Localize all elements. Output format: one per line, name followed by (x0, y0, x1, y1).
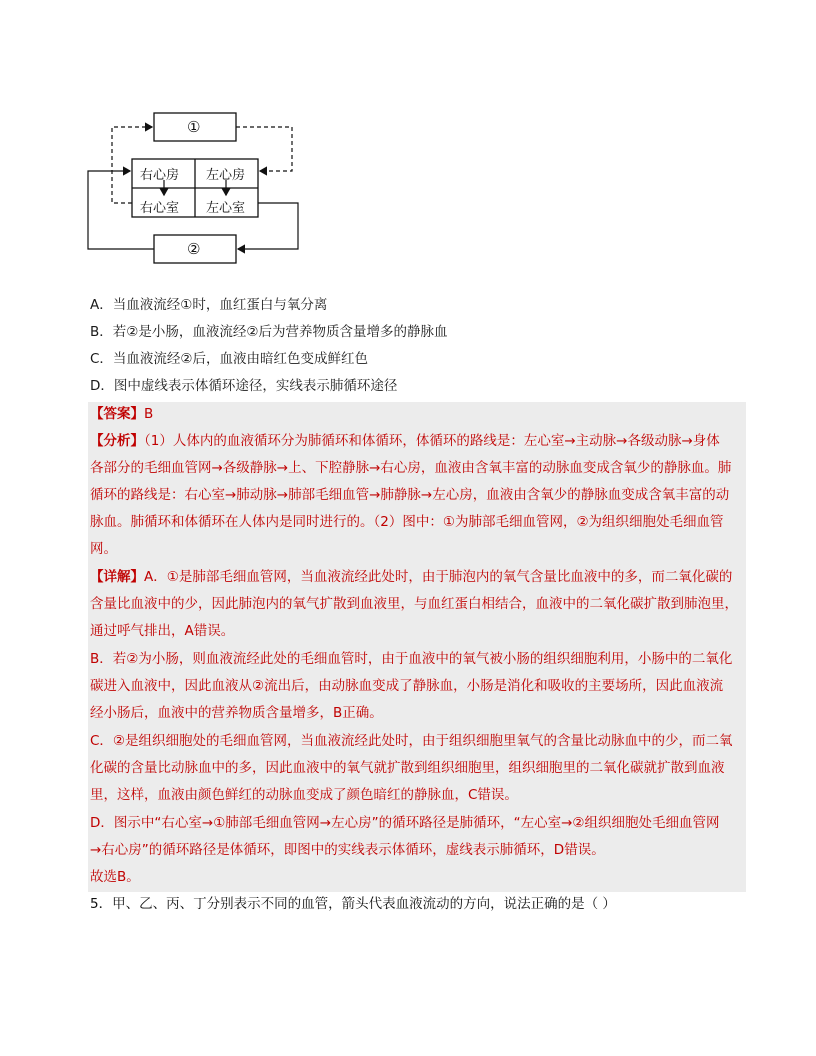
answer-value: B (144, 406, 154, 422)
analysis-line-2: 各部分的毛细血管网→各级静脉→上、下腔静脉→右心房，血液由含氧丰富的动脉血变成含氧少的静脉血。肺 (90, 460, 732, 476)
option-a: A．当血液流经①时，血红蛋白与氧分离 (90, 297, 328, 313)
answer-tag: 【答案】 (90, 406, 144, 422)
detail-line-a2: 含量比血液中的少，因此肺泡内的氧气扩散到血液里，与血红蛋白相结合，血液中的二氧化碳扩散到肺泡里， (90, 596, 738, 612)
right-ventricle-label: 右心室 (140, 201, 180, 216)
detail-line-c1: C．②是组织细胞处的毛细血管网，当血液流经此处时，由于组织细胞里氧气的含量比动脉血中的少，而二氧 (90, 733, 733, 749)
option-d: D．图中虚线表示体循环途径，实线表示肺循环途径 (90, 378, 398, 394)
detail-tag: 【详解】 (90, 569, 144, 585)
analysis-line-3: 循环的路线是：右心室→肺动脉→肺部毛细血管→肺静脉→左心房，血液由含氧少的静脉血变成含氧丰富的动 (90, 487, 730, 503)
box-1-label: ① (187, 118, 201, 136)
analysis-line-5: 网。 (90, 541, 117, 557)
detail-line-c2: 化碳的含量比动脉血中的多，因此血液中的氧气就扩散到组织细胞里，组织细胞里的二氧化碳就扩散到血液 (90, 760, 725, 776)
analysis-text-1: （1）人体内的血液循环分为肺循环和体循环，体循环的路线是：左心室→主动脉→各级动脉→身体 (144, 433, 720, 449)
detail-line-b2: 碳进入血液中，因此血液从②流出后，由动脉血变成了静脉血，小肠是消化和吸收的主要场所，因此血液流 (90, 678, 724, 694)
box-2-label: ② (187, 240, 201, 258)
circulation-diagram (80, 105, 310, 275)
detail-line-b1: B．若②为小肠，则血液流经此处的毛细血管时，由于血液中的氧气被小肠的组织细胞利用，小肠中的二氧化 (90, 651, 733, 667)
detail-line-b3: 经小肠后，血液中的营养物质含量增多，B正确。 (90, 705, 383, 721)
option-c: C．当血液流经②后，血液由暗红色变成鲜红色 (90, 351, 369, 367)
analysis-line-1 (90, 431, 750, 451)
detail-line-a1 (90, 567, 750, 587)
right-atrium-label: 右心房 (140, 168, 180, 183)
next-question: 5．甲、乙、丙、丁分别表示不同的血管，箭头代表血液流动的方向，说法正确的是（ ） (90, 896, 616, 912)
analysis-tag: 【分析】 (90, 433, 144, 449)
detail-text-a1: A．①是肺部毛细血管网，当血液流经此处时，由于肺泡内的氧气含量比血液中的多，而二氧化碳的 (144, 569, 733, 585)
detail-line-a3: 通过呼气排出，A错误。 (90, 623, 235, 639)
analysis-line-4: 脉血。肺循环和体循环在人体内是同时进行的。（2）图中：①为肺部毛细血管网，②为组织细胞处毛细血管 (90, 514, 724, 530)
left-ventricle-label: 左心室 (206, 201, 246, 216)
left-atrium-label: 左心房 (206, 168, 246, 183)
answer-line (90, 404, 750, 424)
detail-line-c3: 里，这样，血液由颜色鲜红的动脉血变成了颜色暗红的静脉血，C错误。 (90, 787, 518, 803)
detail-line-d1: D．图示中“右心室→①肺部毛细血管网→左心房”的循环路径是肺循环，“左心室→②组织细胞处毛细血管网 (90, 815, 720, 831)
detail-line-d2: →右心房”的循环路径是体循环，即图中的实线表示体循环，虚线表示肺循环，D错误。 (90, 842, 605, 858)
option-b: B．若②是小肠，血液流经②后为营养物质含量增多的静脉血 (90, 324, 448, 340)
conclusion-line: 故选B。 (90, 869, 140, 885)
